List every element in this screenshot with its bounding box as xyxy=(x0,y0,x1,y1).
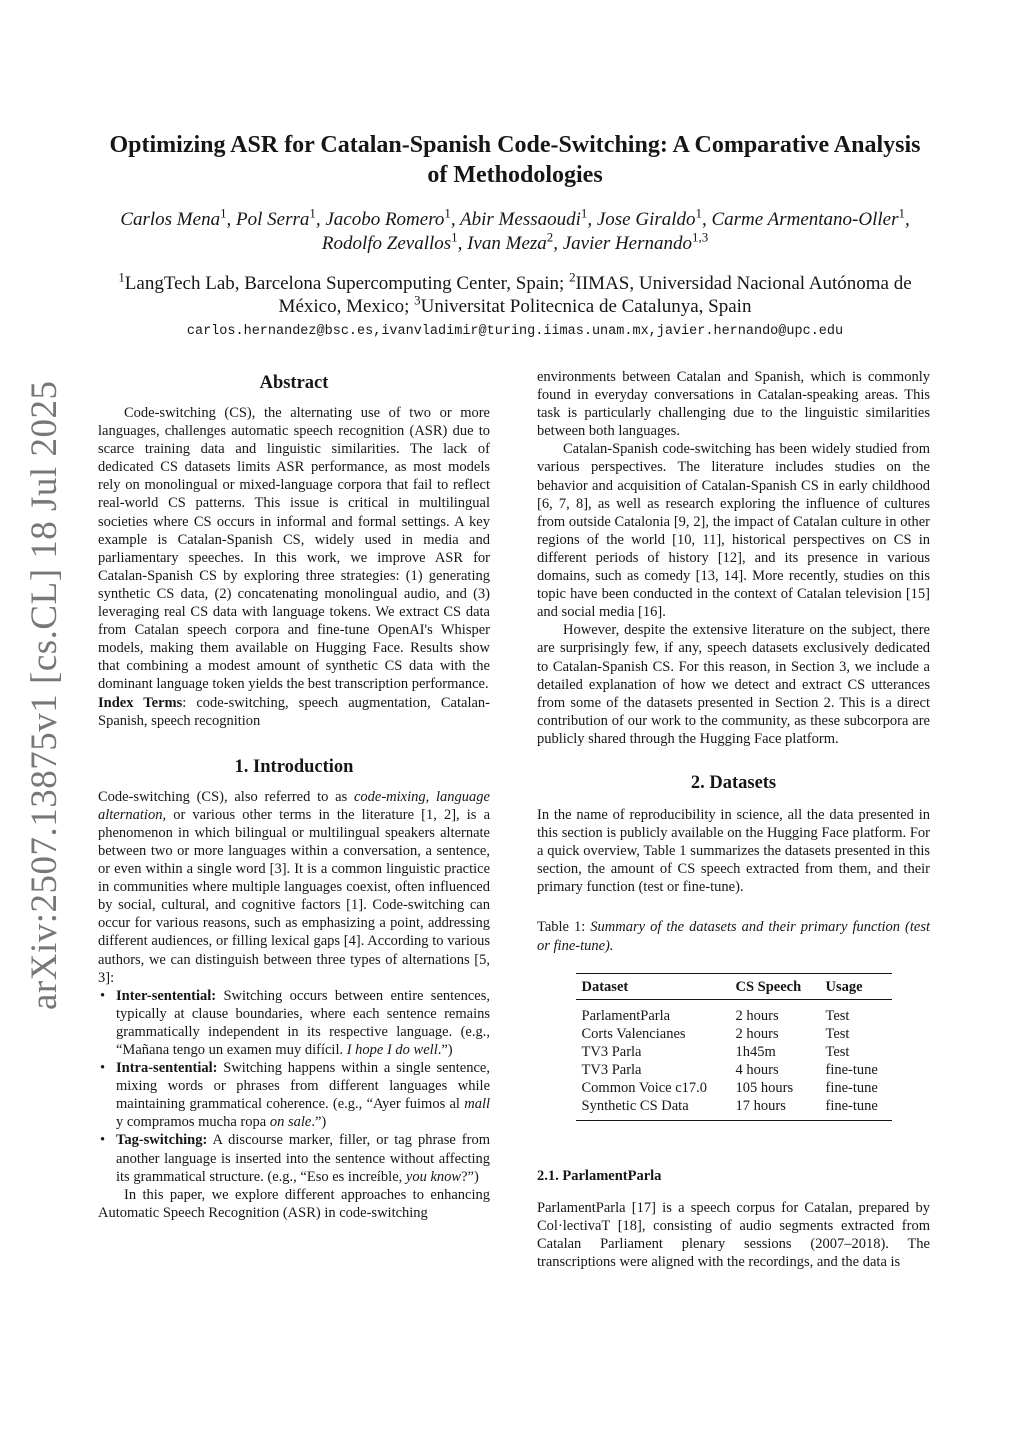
table-cell: Test xyxy=(825,1043,850,1060)
intro-paragraph: In this paper, we explore different approaches to enhancing Automatic Speech Recognition (ASR) in code-switching xyxy=(98,1186,490,1221)
table-row xyxy=(576,1079,892,1097)
table-cell: ParlamentParla xyxy=(581,1007,671,1024)
table-cell: 1h45m xyxy=(735,1043,776,1060)
intro-continuation: environments between Catalan and Spanish, which is commonly found in everyday conversations in Catalan-speaking areas. This task is particularly challenging due to the linguistic similarities between both languages. xyxy=(537,369,930,440)
index-terms-label: Index Terms xyxy=(98,694,183,711)
table-cell: 17 hours xyxy=(735,1097,786,1114)
affiliation-number: 3 xyxy=(414,292,421,308)
intro-paragraph: However, despite the extensive literature on the subject, there are surprisingly few, if any, speech datasets exclusively dedicated to Catalan-Spanish CS. For this reason, in Section 3, we include a detailed explanation of how we detect and extract CS utterances from some of the datasets presented in Section 2. This is a direct contribution of our work to the community, as these subcorpora are publicly shared through the Hugging Face platform. xyxy=(537,622,930,747)
subsection-paragraph: ParlamentParla [17] is a speech corpus for Catalan, prepared by Col·lectivaT [18], consisting of audio segments extracted from Catalan Parliament plenary sessions (2007–2018). The transcriptions were aligned with the recordings, and the data is xyxy=(537,1199,930,1270)
subsection-heading: 2.1. ParlamentParla xyxy=(537,1167,662,1184)
author-affiliation-mark: 1 xyxy=(898,205,905,221)
index-terms xyxy=(98,694,490,730)
table-cell: fine-tune xyxy=(825,1061,878,1078)
table-header-row xyxy=(576,973,892,999)
author-affiliation-mark: 1 xyxy=(309,205,316,221)
affiliation-number: 1 xyxy=(118,269,125,285)
author-affiliation-mark: 1 xyxy=(451,229,458,245)
column-header: Dataset xyxy=(576,973,730,999)
introduction-heading: 1. Introduction xyxy=(234,756,354,777)
intro-paragraph: Code-switching (CS), also referred to as code-mixing, language alternation, or various other terms in the literature [1, 2], is a phenomenon in which bilingual or multilingual speakers alternate between two or more languages within a conversation, a sentence, or even within a single word [3]. It is a common linguistic practice in communities where multiple languages coexist, often influenced by social, cultural, and cognitive factors [1]. Code-switching can occur for various reasons, such as emphasizing a point, addressing different audiences, or filling lexical gaps [4]. According to various authors, we can distinguish between three types of alternations [5, 3]: xyxy=(98,788,490,986)
list-item: • Tag-switching: A discourse marker, filler, or tag phrase from another language is inserted into the sentence without affecting its grammatical structure. (e.g., “Eso es increíble, you know?”) xyxy=(98,1131,490,1185)
list-item: • Inter-sentential: Switching occurs between entire sentences, typically at clause boundaries, where each sentence remains grammatically independent in its respective language. (e.g., “Mañana tengo un examen muy difícil. I hope I do well.”) xyxy=(98,987,490,1059)
author-name: Abir Messaoudi xyxy=(460,209,581,230)
table-cell: 4 hours xyxy=(735,1061,779,1078)
author-affiliation-mark: 1 xyxy=(220,205,227,221)
table-cell: fine-tune xyxy=(825,1097,878,1114)
author-name: Ivan Meza xyxy=(467,233,547,254)
alternation-types-list xyxy=(98,987,490,1186)
datasets-heading: 2. Datasets xyxy=(690,772,777,793)
affiliation-number: 2 xyxy=(569,269,576,285)
datasets-paragraph: In the name of reproducibility in science, all the data presented in this section is publicly available on the Hugging Face platform. For a quick overview, Table 1 summarizes the datasets presented in this section, the amount of CS speech extracted from them, and their primary function (test or fine-tune). xyxy=(537,806,930,896)
index-terms-text: : code-switching, speech augmentation, Catalan-Spanish, speech recognition xyxy=(98,694,490,729)
column-header: Usage xyxy=(820,973,892,999)
table-caption: Table 1: Summary of the datasets and their primary function (test or fine-tune). xyxy=(537,919,930,954)
abstract-body: Code-switching (CS), the alternating use of two or more languages, challenges automatic speech recognition (ASR) due to scarce training data and linguistic similarities. The lack of dedicated CS datasets limits ASR performance, as most models rely on monolingual or mixed-language corpora that fail to reflect real-world CS patterns. This issue is critical in multilingual societies where CS occurs in informal and formal settings. A key example is Catalan-Spanish CS, widely used in media and parliamentary speeches. In this work, we improve ASR for Catalan-Spanish CS by exploring three strategies: (1) generating synthetic CS data, (2) concatenating monolingual audio, and (3) leveraging real CS data with language tokens. We extract CS data from Catalan speech corpora and fine-tune OpenAI's Whisper models, making them available on Hugging Face. Results show that combining a modest amount of synthetic CS data with the dominant language token yields the best transcription performance. xyxy=(98,405,490,693)
author-affiliation-mark: 1 xyxy=(580,205,588,221)
table-cell: Test xyxy=(825,1007,850,1024)
author-affiliation-mark: 1,3 xyxy=(692,229,709,245)
author-name: Javier Hernando xyxy=(562,233,693,254)
table-row xyxy=(576,1025,892,1043)
table-cell: Test xyxy=(825,1025,850,1042)
author-name: Carlos Mena xyxy=(120,209,221,230)
author-name: Jacobo Romero xyxy=(325,209,445,230)
table-cell: Common Voice c17.0 xyxy=(581,1079,708,1096)
author-name: Pol Serra xyxy=(236,209,310,230)
paper-header xyxy=(100,130,930,339)
table-cell: 2 hours xyxy=(735,1025,779,1042)
author-emails: carlos.hernandez@bsc.es,ivanvladimir@turing.iimas.unam.mx,javier.hernando@upc.edu xyxy=(186,324,844,339)
affiliation-text: Universitat Politecnica de Catalunya, Spain xyxy=(420,296,752,317)
table-cell: Corts Valencianes xyxy=(581,1025,686,1042)
author-name: Jose Giraldo xyxy=(596,209,696,230)
table-row xyxy=(576,1097,892,1121)
right-column xyxy=(537,368,930,1271)
arxiv-identifier: arXiv:2507.13875v1 [cs.CL] 18 Jul 2025 xyxy=(24,380,65,1010)
affiliation-text: IIMAS, Universidad Nacional Autónoma de México, Mexico; xyxy=(278,273,912,317)
intro-paragraph: Catalan-Spanish code-switching has been widely studied from various perspectives. The literature includes studies on the behavior and acquisition of Catalan-Spanish CS in early childhood [6, 7, 8], as well as research exploring the influence of cultures from outside Catalonia [9, 2], the impact of Catalan culture in other regions of the world [10, 11], historical perspectives on CS in different periods of history [12], and its presence in various domains, such as comedy [13, 14]. More recently, studies on this topic have been conducted in the context of Catalan television [15] and social media [16]. xyxy=(537,441,930,621)
paper-title: Optimizing ASR for Catalan-Spanish Code-Switching: A Comparative Analysis of Methodologies xyxy=(109,132,921,188)
affiliation-text: LangTech Lab, Barcelona Supercomputing Center, Spain; xyxy=(124,273,570,294)
table-row xyxy=(576,999,892,1025)
table-cell: 105 hours xyxy=(735,1079,794,1096)
affiliation-list xyxy=(100,269,930,318)
author-name: Rodolfo Zevallos xyxy=(321,233,452,254)
table-cell: Synthetic CS Data xyxy=(581,1097,689,1114)
left-column xyxy=(98,368,490,1222)
author-name: Carme Armentano-Oller xyxy=(711,209,899,230)
table-row xyxy=(576,1061,892,1079)
abstract-heading: Abstract xyxy=(259,373,329,393)
table-cell: 2 hours xyxy=(735,1007,779,1024)
column-header: CS Speech xyxy=(730,973,820,999)
author-affiliation-mark: 1 xyxy=(444,205,451,221)
table-cell: TV3 Parla xyxy=(581,1043,642,1060)
table-cell: fine-tune xyxy=(825,1079,878,1096)
dataset-summary-table xyxy=(576,973,892,1121)
table-cell: TV3 Parla xyxy=(581,1061,642,1078)
list-item: • Intra-sentential: Switching happens within a single sentence, mixing words or phrases from different languages while maintaining grammatical coherence. (e.g., “Ayer fuimos al mall y compramos mucha ropa on sale.”) xyxy=(98,1059,490,1131)
author-list: Carlos Mena$^1$, Pol Serra$^1$, Jacobo Romero$^1$, Abir Messaoudi$^1$, Jose Giraldo$^1$, Carme Armentano-Oller$^1$, Rodolfo Zevallos$^1$, Ivan Meza$^2$, Javier Hernando$^{1,3}$ xyxy=(120,205,910,254)
table-row xyxy=(576,1043,892,1061)
author-affiliation-mark: 1 xyxy=(695,205,702,221)
author-affiliation-mark: 2 xyxy=(546,229,554,245)
